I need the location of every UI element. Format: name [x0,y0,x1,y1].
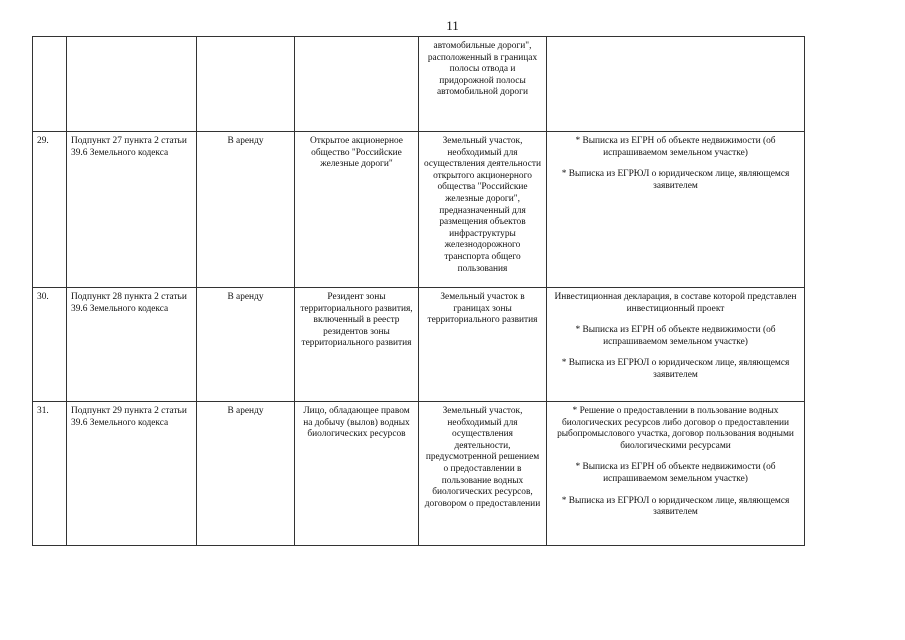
right-type: В аренду [197,402,295,546]
table-row-29 [33,132,805,288]
land-plots-table [32,36,805,546]
required-documents [547,37,805,132]
applicant: Лицо, обладающее правом на добычу (вылов) водных биологических ресурсов [295,402,419,546]
table-row-30 [33,288,805,402]
land-purpose: автомобильные дороги", расположенный в границах полосы отвода и придорожной полосы автомобильной дороги [419,37,547,132]
land-purpose: Земельный участок в границах зоны территориального развития [419,288,547,402]
required-documents [547,132,805,288]
document-item: * Выписка из ЕГРЮЛ о юридическом лице, являющемся заявителем [561,495,790,518]
document-item: * Выписка из ЕГРН об объекте недвижимости (об испрашиваемом земельном участке) [575,462,776,484]
legal-basis [67,37,197,132]
applicant [295,37,419,132]
required-documents [547,288,805,402]
applicant: Резидент зоны территориального развития, включенный в реестр резидентов зоны территориального развития [295,288,419,402]
document-item: * Решение о предоставлении в пользование водных биологических ресурсов либо договор о предоставлении рыбопромыслового участка, договор пользования водными биологическими ресурсами [557,406,794,451]
right-type: В аренду [197,288,295,402]
table-row-continuation [33,37,805,132]
right-type [197,37,295,132]
legal-basis: Подпункт 27 пункта 2 статьи 39.6 Земельного кодекса [67,132,197,288]
legal-basis: Подпункт 28 пункта 2 статьи 39.6 Земельного кодекса [67,288,197,402]
row-number: 29. [33,132,67,288]
document-item: * Выписка из ЕГРН об объекте недвижимости (об испрашиваемом земельном участке) [575,136,776,158]
legal-basis: Подпункт 29 пункта 2 статьи 39.6 Земельного кодекса [67,402,197,546]
applicant: Открытое акционерное общество "Российские железные дороги" [295,132,419,288]
document-item: * Выписка из ЕГРЮЛ о юридическом лице, являющемся заявителем [561,358,790,380]
row-number: 31. [33,402,67,546]
row-number [33,37,67,132]
page-number: 11 [446,18,459,33]
document-item: * Выписка из ЕГРН об объекте недвижимости (об испрашиваемом земельном участке) [575,325,776,347]
required-documents [547,402,805,546]
document-item: * Выписка из ЕГРЮЛ о юридическом лице, являющемся заявителем [561,169,790,191]
land-purpose: Земельный участок, необходимый для осуществления деятельности открытого акционерного общества "Российские железные дороги", предназначенный для размещения объектов инфраструктуры железнодорожного транспорта общего пользования [419,132,547,288]
land-purpose: Земельный участок, необходимый для осуществления деятельности, предусмотренной решением о предоставлении в пользование водных биологических ресурсов, договором о предоставлении [419,402,547,546]
document-item: Инвестиционная декларация, в составе которой представлен инвестиционный проект [554,292,797,314]
table-row-31 [33,402,805,546]
right-type: В аренду [197,132,295,288]
row-number: 30. [33,288,67,402]
